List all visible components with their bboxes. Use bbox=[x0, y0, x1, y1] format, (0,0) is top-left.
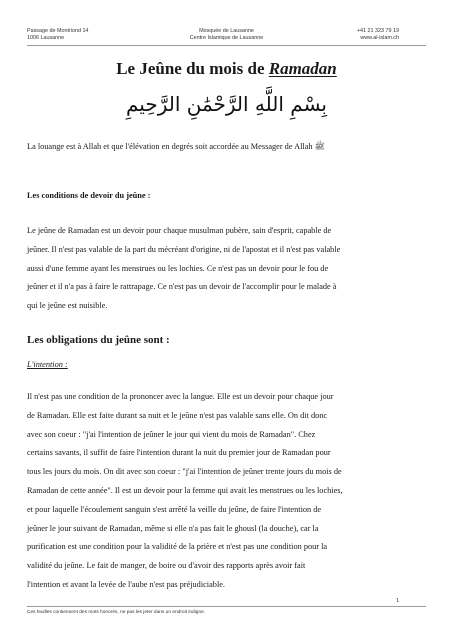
intention-paragraph bbox=[27, 388, 427, 595]
text-line: purification est une condition pour la validité de la prière et n'est pas une condition pour la bbox=[27, 542, 328, 552]
text-line: tous les jours du mois. On dit avec son coeur : "j'ai l'intention de jeûner trente jours du mois de bbox=[27, 467, 342, 477]
header-phone: +41 21 323 79 19 bbox=[356, 28, 399, 34]
text-line: Le jeûne de Ramadan est un devoir pour chaque musulman pubère, sain d'esprit, capable de bbox=[27, 226, 332, 235]
header-address-city: 1006 Lausanne bbox=[27, 35, 65, 41]
header-contact bbox=[357, 28, 399, 42]
text-line: jeûner. Il n'est pas valable de la part du mécréant d'origine, ni de l'apostat et il n'est pas valable bbox=[27, 244, 341, 254]
text-line: l'intention et avant la levée de l'aube n'est pas préjudiciable. bbox=[27, 579, 226, 589]
text-line: qui le jeûne est nuisible. bbox=[27, 301, 108, 311]
title-ramadan: Ramadan bbox=[268, 59, 337, 78]
obligations-heading: Les obligations du jeûne sont : bbox=[27, 334, 170, 346]
intro-paragraph: La louange est à Allah et que l'élévation en degrés soit accordée au Messager de Allah ﷺ bbox=[27, 142, 325, 151]
text-line: Ramadan de cette année". Il est un devoir pour la femme qui avait les menstrues ou les lochies, bbox=[27, 485, 343, 495]
conditions-paragraph bbox=[27, 222, 427, 316]
footer-divider bbox=[27, 606, 426, 607]
footer-note: Ces feuilles contiennent des mots honorés, ne pas les jeter dans un endroit indigne. bbox=[27, 610, 206, 615]
conditions-heading: Les conditions de devoir du jeûne : bbox=[27, 191, 151, 200]
text-line: Il n'est pas une condition de la prononcer avec la langue. Elle est un devoir pour chaque jour bbox=[27, 392, 334, 401]
text-line: de Ramadan. Elle est faite durant sa nuit et le jeûne n'est pas valable sans elle. On dit donc bbox=[27, 410, 328, 420]
text-line: jeûner et il n'a pas à faire le rattrapage. Ce n'est pas un devoir de l'accomplir pour le malade à bbox=[27, 282, 337, 292]
text-line: certains savants, il suffit de faire l'intention durant la nuit du premier jour de Ramadan pour bbox=[27, 448, 331, 458]
text-line: jeûner le jour suivant de Ramadan, même si elle n'a pas fait le ghousl (la douche), car la bbox=[27, 523, 319, 533]
header-address-street: Passage de Montriond 14 bbox=[27, 28, 89, 34]
title-prefix: Le Jeûne du mois de bbox=[116, 59, 269, 78]
text-line: et pour laquelle l'écoulement sanguin s'est arrêté la veille du jeûne, de faire l'intention de bbox=[27, 504, 322, 514]
header-website: www.al-islam.ch bbox=[360, 35, 399, 41]
intention-subheading: L'intention : bbox=[27, 360, 68, 369]
basmala-calligraphy: بِسْمِ اللَّهِ الرَّحْمَٰنِ الرَّحِيمِ bbox=[125, 92, 327, 116]
text-line: aussi d'une femme ayant les menstrues ou les lochies. Ce n'est pas un devoir pour le fou de bbox=[27, 263, 329, 273]
header-mosque-name: Mosquée de Lausanne bbox=[199, 28, 254, 34]
header-centre-name: Centre Islamique de Lausanne bbox=[189, 35, 264, 41]
header-divider bbox=[27, 45, 426, 46]
page-title bbox=[0, 59, 453, 79]
text-line: avec son coeur : "j'ai l'intention de jeûner le jour qui vient du mois de Ramadan". Chez bbox=[27, 429, 316, 439]
text-line: validité du jeûne. Le fait de manger, de boire ou d'avoir des rapports après avoir fait bbox=[27, 561, 306, 571]
page-number: 1 bbox=[396, 598, 399, 604]
